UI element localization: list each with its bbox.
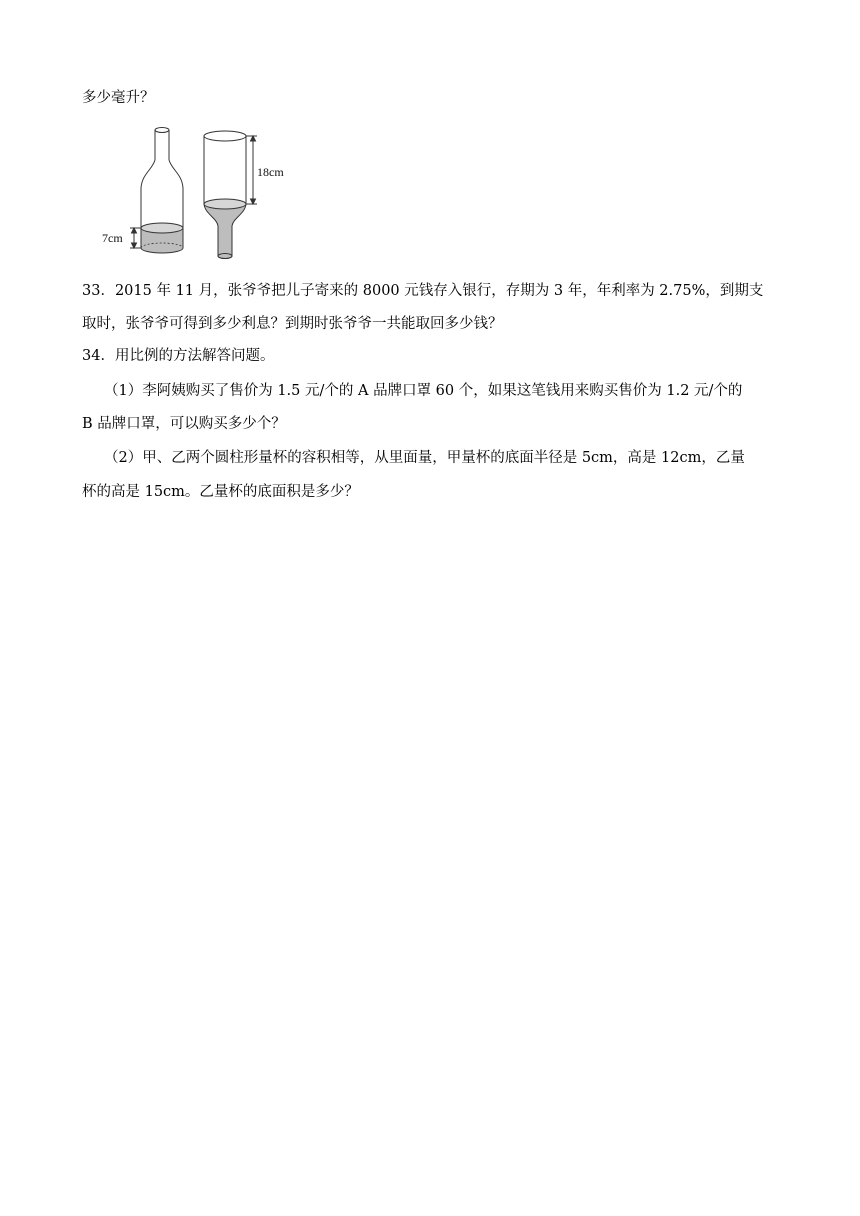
height-marker-18cm [246,136,257,204]
bottle-diagram [100,122,300,264]
q34-part1-line-2: B 品牌口罩，可以购买多少个？ [82,416,286,432]
upright-bottle [141,128,183,238]
question-tail-text: 多少毫升？ [82,90,155,106]
q34-part2-line-1: （2）甲、乙两个圆柱形量杯的容积相等，从里面量，甲量杯的底面半径是 5cm，高是 12cm，乙量 [104,450,745,466]
bottle-diagram-svg [100,122,300,264]
q34-title: 34．用比例的方法解答问题。 [82,348,275,364]
label-18cm: 18cm [257,165,284,179]
q34-part2-line-2: 杯的高是 15cm。乙量杯的底面积是多少？ [82,484,359,500]
q34-part1-line-1: （1）李阿姨购买了售价为 1.5 元/个的 A 品牌口罩 60 个，如果这笔钱用来购买售价为 1.2 元/个的 [104,383,743,399]
height-marker-7cm [130,228,141,248]
inverted-bottle-water [204,199,246,259]
q33-line-2: 取时，张爷爷可得到多少利息？到期时张爷爷一共能取回多少钱？ [82,316,503,332]
label-7cm: 7cm [102,231,123,245]
upright-bottle-water [141,223,183,253]
q33-line-1: 33．2015 年 11 月，张爷爷把儿子寄来的 8000 元钱存入银行，存期为 3 年，年利率为 2.75%，到期支 [82,283,764,299]
inverted-bottle [204,131,246,204]
